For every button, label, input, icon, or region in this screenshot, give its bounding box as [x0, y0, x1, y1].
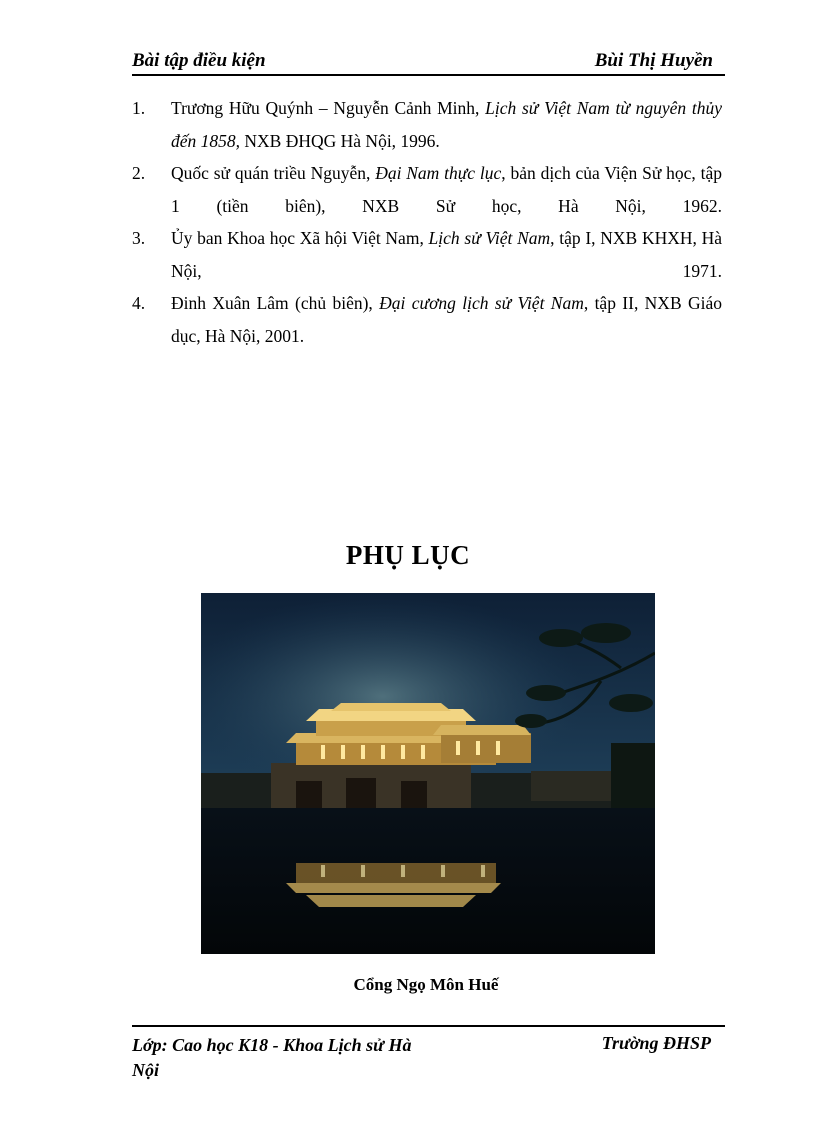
photo-caption: Cổng Ngọ Môn Huế	[353, 975, 499, 994]
reference-publisher: , bản dịch của Viện Sử học, tập 1 (tiền biên), NXB Sử học, Hà Nội, 1962.	[171, 163, 722, 216]
reference-publisher: , tập II, NXB Giáo dục, Hà Nội, 2001.	[171, 293, 722, 346]
page-footer	[132, 1025, 725, 1080]
reference-list	[132, 92, 722, 352]
reference-item	[132, 92, 722, 157]
reference-publisher: , tập I, NXB KHXH, Hà Nội, 1971.	[171, 228, 722, 281]
reference-number: 3.	[132, 228, 146, 248]
reference-title: Đại Nam thực lục	[375, 163, 502, 183]
appendix-title: PHỤ LỤC	[345, 540, 471, 570]
reference-title: Lịch sử Việt Nam	[428, 228, 551, 248]
footer-left-text: Lớp: Cao học K18 - Khoa Lịch sử Hà Nội	[132, 1035, 412, 1080]
reference-title: Lịch sử Việt Nam từ nguyên thủy đến 1858,	[171, 98, 723, 151]
reference-author: Ủy ban Khoa học Xã hội Việt Nam,	[171, 228, 429, 248]
reference-item	[132, 222, 722, 287]
reference-number: 1.	[132, 98, 146, 118]
reference-author: Trương Hữu Quýnh – Nguyễn Cảnh Minh,	[171, 98, 486, 118]
reference-item	[132, 157, 722, 222]
ngo-mon-gate-photo	[201, 593, 655, 954]
header-left-text: Bài tập điều kiện	[132, 50, 266, 71]
reference-author: Quốc sử quán triều Nguyễn,	[171, 163, 376, 183]
page-header	[132, 46, 725, 76]
reference-number: 4.	[132, 293, 146, 313]
footer-right-text: Trường ĐHSP	[601, 1033, 711, 1053]
reference-item	[132, 287, 722, 352]
reference-author: Đinh Xuân Lâm (chủ biên),	[171, 293, 380, 313]
header-right-text: Bùi Thị Huyền	[594, 50, 713, 71]
reference-publisher: NXB ĐHQG Hà Nội, 1996.	[240, 130, 440, 151]
reference-title: Đại cương lịch sử Việt Nam	[379, 293, 584, 313]
reference-number: 2.	[132, 163, 146, 183]
